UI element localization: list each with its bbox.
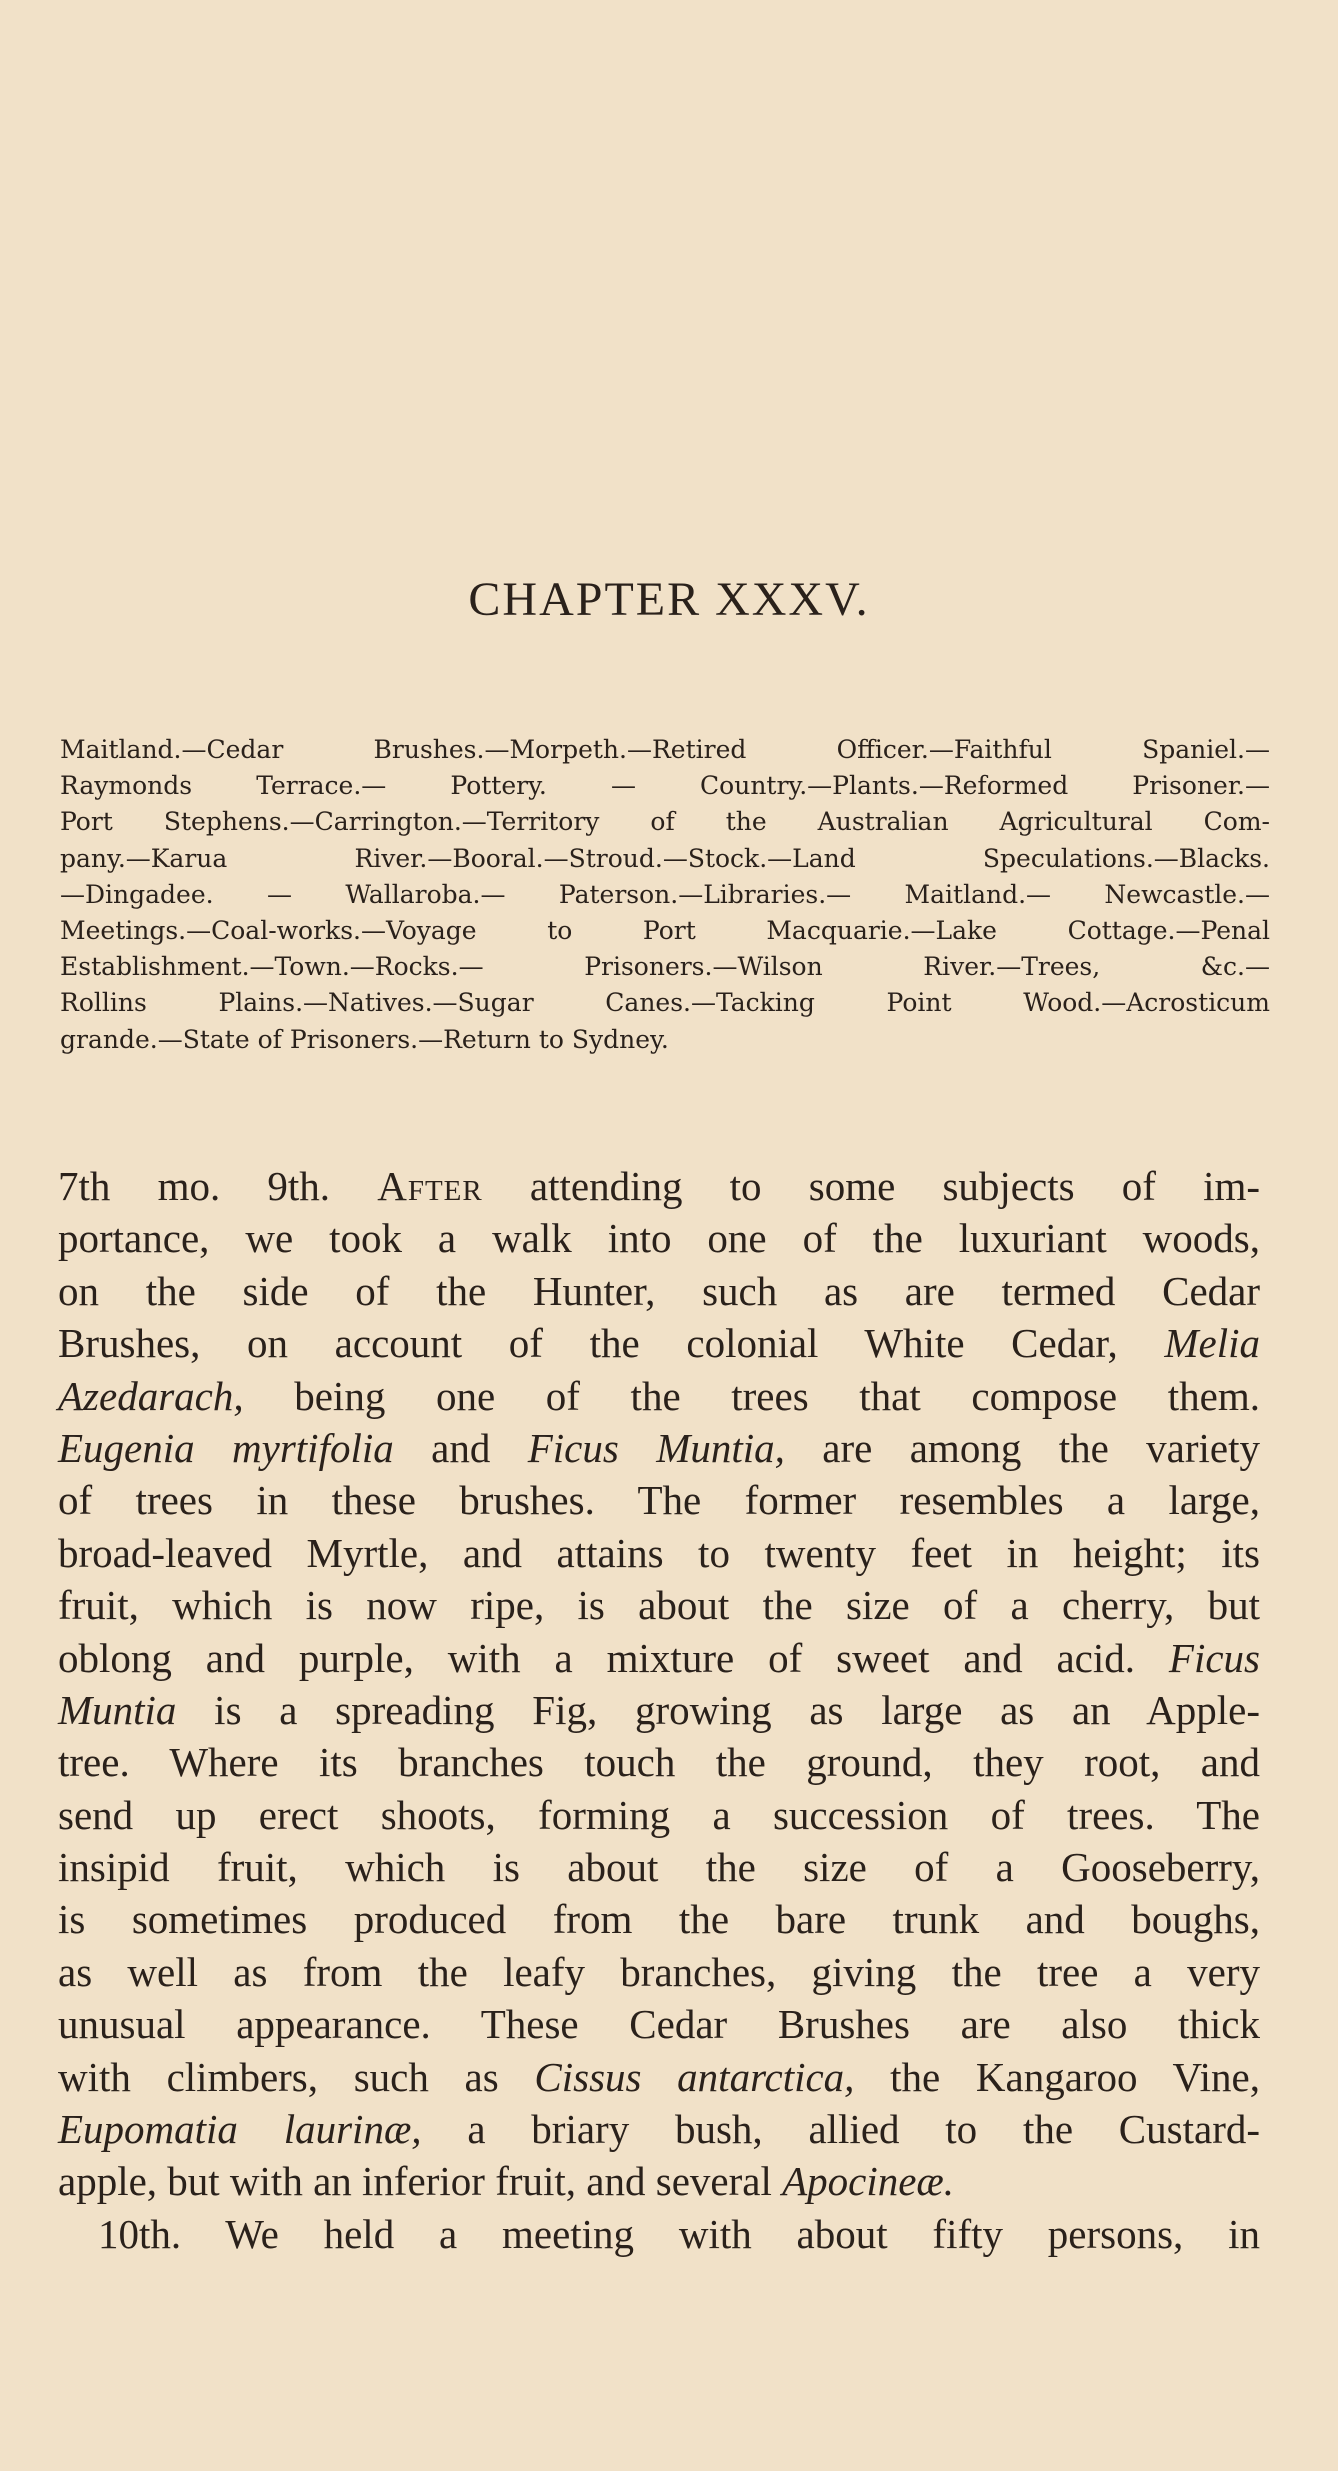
species-name: Apocineæ. bbox=[782, 2158, 955, 2205]
synopsis-line: Port Stephens.—Carrington.—Territory of the Australian Agricultural Com- bbox=[60, 807, 1270, 837]
synopsis-line: Establishment.—Town.—Rocks.— Prisoners.—Wilson River.—Trees, &c.— bbox=[60, 952, 1270, 982]
chapter-title: CHAPTER XXXV. bbox=[468, 573, 870, 626]
synopsis-line: Rollins Plains.—Natives.—Sugar Canes.—Tacking Point Wood.—Acrosticum bbox=[60, 988, 1270, 1018]
body-line: fruit, which is now ripe, is about the size of a cherry, but bbox=[58, 1582, 1260, 1629]
text-run: the Kangaroo Vine, bbox=[890, 2053, 1260, 2100]
synopsis-line: grande.—State of Prisoners.—Return to Sydney. bbox=[60, 1024, 669, 1054]
body-line bbox=[58, 1422, 1260, 1474]
synopsis-line: Raymonds Terrace.— Pottery. — Country.—Plants.—Reformed Prisoner.— bbox=[60, 771, 1270, 801]
text-run: being one of the trees that compose them. bbox=[294, 1372, 1260, 1419]
body-line bbox=[58, 1160, 1260, 1212]
body-line: broad-leaved Myrtle, and attains to twenty feet in height; its bbox=[58, 1529, 1260, 1576]
synopsis-line: pany.—Karua River.—Booral.—Stroud.—Stock.—Land Speculations.—Blacks. bbox=[60, 843, 1270, 873]
synopsis-line: Meetings.—Coal-works.—Voyage to Port Macquarie.—Lake Cottage.—Penal bbox=[60, 916, 1270, 946]
species-name: Cissus antarctica, bbox=[534, 2053, 855, 2100]
body-line: portance, we took a walk into one of the luxuriant woods, bbox=[58, 1215, 1260, 1262]
body-line bbox=[58, 2155, 1260, 2207]
synopsis-line: Maitland.—Cedar Brushes.—Morpeth.—Retired Officer.—Faithful Spaniel.— bbox=[60, 735, 1270, 764]
text-run: and bbox=[431, 1424, 491, 1471]
text-run: attending to some subjects of im- bbox=[529, 1163, 1260, 1209]
species-name: Melia bbox=[1164, 1320, 1260, 1367]
body-line: as well as from the leafy branches, giving the tree a very bbox=[58, 1948, 1260, 1995]
species-name: Muntia bbox=[58, 1686, 177, 1733]
species-name: Ficus bbox=[1168, 1634, 1261, 1681]
synopsis-line: —Dingadee. — Wallaroba.— Paterson.—Libraries.— Maitland.— Newcastle.— bbox=[60, 879, 1270, 909]
body-line: 10th. We held a meeting with about fifty persons, in bbox=[98, 2210, 1260, 2257]
body-line: insipid fruit, which is about the size of a Gooseberry, bbox=[58, 1844, 1260, 1891]
body-line: send up erect shoots, forming a succession of trees. The bbox=[58, 1791, 1260, 1838]
body-line: tree. Where its branches touch the ground, they root, and bbox=[58, 1739, 1260, 1786]
text-run: Brushes, on account of the colonial White Cedar, bbox=[58, 1320, 1118, 1367]
text-run: are among the variety bbox=[822, 1424, 1261, 1471]
body-line bbox=[58, 1632, 1260, 1684]
text-run: oblong and purple, with a mixture of sweet and acid. bbox=[58, 1634, 1136, 1681]
body-line: unusual appearance. These Cedar Brushes are also thick bbox=[58, 2001, 1260, 2048]
body-line: is sometimes produced from the bare trunk and boughs, bbox=[58, 1896, 1260, 1943]
text-run: a briary bush, allied to the Custard- bbox=[467, 2106, 1261, 2153]
chapter-synopsis bbox=[60, 732, 1270, 1058]
body-line bbox=[58, 2051, 1260, 2103]
species-name: Eupomatia laurinæ, bbox=[58, 2106, 422, 2153]
text-run: apple, but with an inferior fruit, and several bbox=[58, 2158, 772, 2205]
species-name: Eugenia myrtifolia bbox=[58, 1424, 394, 1471]
species-name: Azedarach, bbox=[58, 1372, 244, 1419]
body-line bbox=[58, 1317, 1260, 1369]
body-text bbox=[58, 1160, 1260, 2260]
species-name: Ficus Muntia, bbox=[527, 1424, 785, 1471]
body-line bbox=[58, 1684, 1260, 1736]
body-line bbox=[58, 2103, 1260, 2155]
text-run: with climbers, such as bbox=[58, 2053, 499, 2100]
body-line bbox=[58, 1370, 1260, 1422]
entry-date: 7th mo. 9th. bbox=[58, 1163, 331, 1209]
opening-word: After bbox=[377, 1163, 483, 1209]
body-line: of trees in these brushes. The former resembles a large, bbox=[58, 1477, 1260, 1524]
text-run: is a spreading Fig, growing as large as an Apple- bbox=[214, 1686, 1260, 1733]
body-line: on the side of the Hunter, such as are termed Cedar bbox=[58, 1267, 1260, 1314]
